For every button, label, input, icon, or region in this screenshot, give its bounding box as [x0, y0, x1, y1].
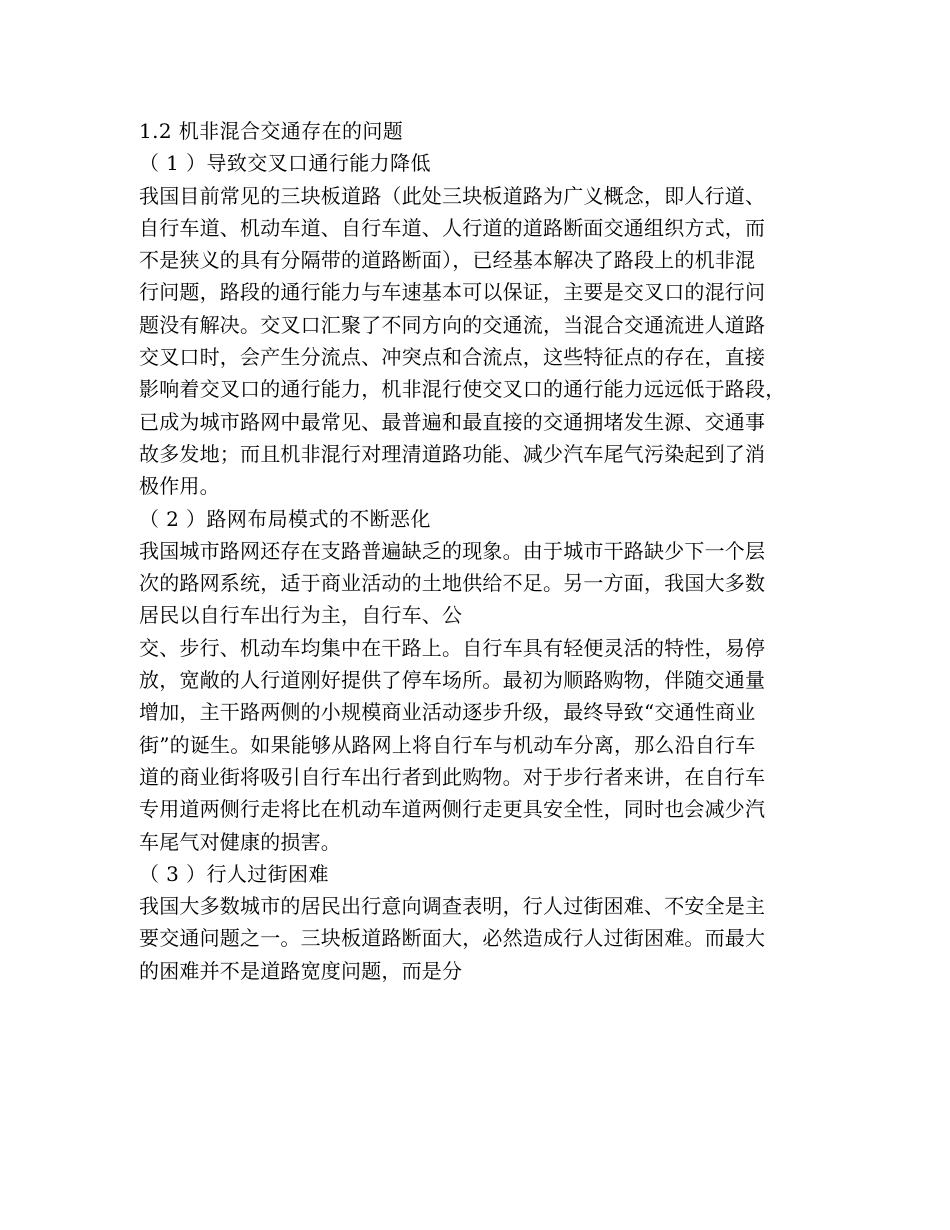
body-line: 极作用。	[139, 474, 220, 499]
body-line: 交叉口时，会产生分流点、冲突点和合流点，这些特征点的存在，直接	[139, 345, 766, 370]
body-line: 行问题，路段的通行能力与车速基本可以保证，主要是交叉口的混行问	[139, 280, 766, 305]
body-line: 故多发地；而且机非混行对理清道路功能、减少汽车尾气污染起到了消	[139, 441, 766, 466]
body-line: 已成为城市路网中最常见、最普遍和最直接的交通拥堵发生源、交通事	[139, 409, 766, 434]
body-line: 我国大多数城市的居民出行意向调查表明，行人过街困难、不安全是主	[139, 894, 766, 919]
body-line: 的困难并不是道路宽度问题，而是分	[139, 958, 463, 983]
document-page	[139, 115, 829, 987]
body-line: 题没有解决。交叉口汇聚了不同方向的交通流，当混合交通流进人道路	[139, 312, 766, 337]
subsection-3-body	[139, 890, 829, 987]
body-line: 交、步行、机动车均集中在干路上。自行车具有轻便灵活的特性，易停	[139, 635, 766, 660]
body-line: 要交通问题之一。三块板道路断面大，必然造成行人过街困难。而最大	[139, 926, 766, 951]
subsection-2-body	[139, 535, 829, 858]
body-line: 放，宽敞的人行道刚好提供了停车场所。最初为顺路购物，伴随交通量	[139, 668, 766, 693]
body-line: 道的商业街将吸引自行车出行者到此购物。对于步行者来讲，在自行车	[139, 764, 766, 789]
body-line: 街”的诞生。如果能够从路网上将自行车与机动车分离，那么沿自行车	[139, 732, 756, 757]
body-line: 增加，主干路两侧的小规模商业活动逐步升级，最终导致“交通性商业	[139, 700, 756, 725]
body-line: 车尾气对健康的损害。	[139, 829, 341, 854]
body-line: 次的路网系统，适于商业活动的土地供给不足。另一方面，我国大多数	[139, 571, 766, 596]
subsection-3-heading: （ 3 ）行人过街困难	[139, 861, 329, 886]
subsection-1-heading: （ 1 ）导致交叉口通行能力降低	[139, 151, 431, 176]
section-title: 1.2 机非混合交通存在的问题	[139, 119, 404, 143]
body-line: 专用道两侧行走将比在机动车道两侧行走更具安全性，同时也会减少汽	[139, 797, 766, 822]
body-line: 我国目前常见的三块板道路（此处三块板道路为广义概念，即人行道、	[139, 183, 766, 208]
subsection-1-body	[139, 180, 829, 503]
body-line: 我国城市路网还存在支路普遍缺乏的现象。由于城市干路缺少下一个层	[139, 538, 766, 563]
body-line: 自行车道、机动车道、自行车道、人行道的道路断面交通组织方式，而	[139, 215, 766, 240]
body-line: 影响着交叉口的通行能力，机非混行使交叉口的通行能力远远低于路段，	[139, 377, 786, 402]
body-line: 居民以自行车出行为主，自行车、公	[139, 603, 463, 628]
body-line: 不是狭义的具有分隔带的道路断面），已经基本解决了路段上的机非混	[139, 248, 756, 273]
subsection-2-heading: （ 2 ）路网布局模式的不断恶化	[139, 506, 431, 531]
